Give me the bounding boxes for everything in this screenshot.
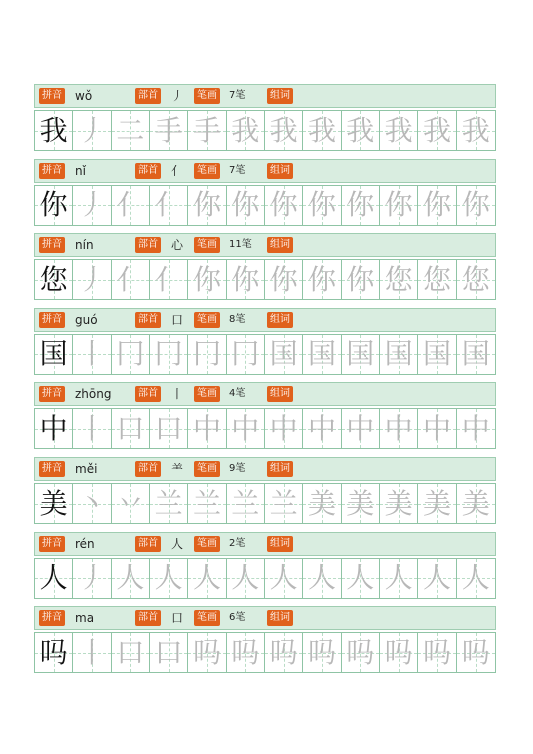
- trace-cell[interactable]: [73, 111, 111, 150]
- trace-cell[interactable]: [418, 260, 456, 299]
- trace-character: 你: [269, 262, 298, 296]
- trace-cell[interactable]: [227, 186, 265, 225]
- trace-character: 兰: [154, 486, 183, 520]
- trace-character: 你: [422, 188, 451, 222]
- trace-character: 中: [422, 411, 451, 445]
- trace-character: 你: [231, 188, 260, 222]
- trace-cell[interactable]: [418, 484, 456, 523]
- trace-cell[interactable]: [418, 335, 456, 374]
- trace-cell[interactable]: [150, 335, 188, 374]
- writing-grid: [34, 483, 496, 524]
- trace-character: 美: [422, 486, 451, 520]
- trace-character: 国: [461, 337, 490, 371]
- writing-grid: [34, 408, 496, 449]
- trace-cell[interactable]: [342, 633, 380, 672]
- trace-cell[interactable]: [112, 409, 150, 448]
- writing-grid: [34, 259, 496, 300]
- trace-cell[interactable]: [418, 111, 456, 150]
- model-character: 国: [39, 337, 68, 371]
- trace-character: 冂: [192, 337, 221, 371]
- trace-cell[interactable]: [303, 186, 341, 225]
- trace-character: 你: [269, 188, 298, 222]
- writing-grid: [34, 334, 496, 375]
- trace-cell[interactable]: [150, 409, 188, 448]
- strokes-tag: 笔画: [194, 386, 220, 402]
- trace-cell[interactable]: [265, 409, 303, 448]
- trace-cell[interactable]: [73, 559, 111, 598]
- strokes-value: 11笔: [229, 239, 252, 251]
- trace-character: 二: [116, 113, 145, 147]
- trace-cell[interactable]: [303, 260, 341, 299]
- trace-character: 亻: [154, 188, 183, 222]
- model-character: 我: [39, 113, 68, 147]
- trace-cell[interactable]: [227, 335, 265, 374]
- trace-cell[interactable]: [73, 335, 111, 374]
- trace-cell[interactable]: [150, 484, 188, 523]
- pinyin-value: nín: [75, 238, 94, 253]
- trace-character: 兰: [231, 486, 260, 520]
- model-cell[interactable]: [35, 633, 73, 672]
- trace-character: 你: [192, 188, 221, 222]
- pinyin-value: wǒ: [75, 89, 93, 103]
- trace-cell[interactable]: [303, 633, 341, 672]
- trace-character: 人: [346, 561, 375, 595]
- trace-character: 手: [192, 113, 221, 147]
- writing-grid: [34, 558, 496, 599]
- trace-cell[interactable]: [380, 111, 418, 150]
- pinyin-tag: 拼音: [39, 88, 65, 104]
- pinyin-value: guó: [75, 312, 98, 327]
- model-character: 你: [39, 188, 68, 222]
- trace-cell[interactable]: [342, 335, 380, 374]
- char-row: [34, 233, 496, 300]
- trace-character: 冂: [154, 337, 183, 371]
- trace-cell[interactable]: [188, 559, 226, 598]
- trace-character: 你: [384, 188, 413, 222]
- trace-cell[interactable]: [112, 186, 150, 225]
- trace-cell[interactable]: [380, 335, 418, 374]
- pinyin-value: měi: [75, 462, 98, 476]
- trace-character: 您: [422, 262, 451, 296]
- trace-character: 美: [461, 486, 490, 520]
- model-character: 美: [39, 486, 68, 520]
- trace-cell[interactable]: [303, 409, 341, 448]
- pinyin-value: nǐ: [75, 163, 86, 178]
- model-cell[interactable]: [35, 484, 73, 523]
- model-cell[interactable]: [35, 559, 73, 598]
- trace-cell[interactable]: [73, 409, 111, 448]
- trace-cell[interactable]: [112, 260, 150, 299]
- trace-character: 人: [384, 561, 413, 595]
- trace-character: 我: [231, 113, 260, 147]
- writing-grid: [34, 632, 496, 673]
- words-tag: 组词: [267, 163, 293, 179]
- trace-cell[interactable]: [418, 559, 456, 598]
- trace-cell[interactable]: [73, 484, 111, 523]
- pinyin-value: rén: [75, 536, 95, 551]
- trace-character: 丿: [77, 561, 106, 595]
- trace-cell[interactable]: [150, 260, 188, 299]
- pinyin-tag: 拼音: [39, 610, 65, 626]
- char-row: [34, 84, 496, 151]
- pinyin-tag: 拼音: [39, 163, 65, 179]
- trace-character: 吗: [269, 635, 298, 669]
- words-tag: 组词: [267, 237, 293, 253]
- strokes-value: 7笔: [229, 164, 246, 176]
- words-tag: 组词: [267, 610, 293, 626]
- row-header: [34, 233, 496, 257]
- trace-cell[interactable]: [342, 409, 380, 448]
- row-header: [34, 159, 496, 183]
- strokes-value: 6笔: [229, 612, 246, 624]
- trace-character: 丨: [77, 411, 106, 445]
- trace-cell[interactable]: [188, 484, 226, 523]
- trace-character: 我: [384, 113, 413, 147]
- trace-character: 你: [346, 262, 375, 296]
- trace-cell[interactable]: [303, 484, 341, 523]
- trace-character: 口: [116, 635, 145, 669]
- row-header: [34, 606, 496, 630]
- pinyin-value: ma: [75, 611, 95, 626]
- trace-cell[interactable]: [418, 633, 456, 672]
- trace-character: 丿: [77, 262, 106, 296]
- trace-character: 国: [384, 337, 413, 371]
- trace-cell[interactable]: [150, 633, 188, 672]
- strokes-tag: 笔画: [194, 237, 220, 253]
- trace-character: 人: [461, 561, 490, 595]
- trace-character: 人: [192, 561, 221, 595]
- radical-tag: 部首: [135, 237, 161, 253]
- radical-value: 口: [171, 611, 184, 626]
- trace-character: 我: [422, 113, 451, 147]
- words-tag: 组词: [267, 88, 293, 104]
- trace-character: 中: [269, 411, 298, 445]
- writing-grid: [34, 185, 496, 226]
- radical-value: 亻: [171, 163, 184, 178]
- trace-cell[interactable]: [265, 559, 303, 598]
- trace-character: 中: [231, 411, 260, 445]
- model-character: 中: [39, 411, 68, 445]
- words-tag: 组词: [267, 312, 293, 328]
- writing-grid: [34, 110, 496, 151]
- trace-cell[interactable]: [380, 260, 418, 299]
- trace-cell[interactable]: [73, 260, 111, 299]
- radical-value: ⺷: [171, 462, 184, 476]
- trace-character: 吗: [461, 635, 490, 669]
- trace-cell[interactable]: [342, 484, 380, 523]
- row-header: [34, 84, 496, 108]
- trace-cell[interactable]: [342, 111, 380, 150]
- radical-value: 口: [171, 312, 184, 327]
- trace-cell[interactable]: [227, 559, 265, 598]
- trace-character: 人: [269, 561, 298, 595]
- trace-character: 口: [154, 635, 183, 669]
- trace-cell[interactable]: [265, 260, 303, 299]
- trace-cell[interactable]: [227, 111, 265, 150]
- trace-character: 丨: [77, 337, 106, 371]
- trace-cell[interactable]: [380, 633, 418, 672]
- trace-character: 你: [346, 188, 375, 222]
- trace-cell[interactable]: [188, 111, 226, 150]
- strokes-value: 8笔: [229, 313, 246, 325]
- trace-cell[interactable]: [457, 186, 495, 225]
- row-header: [34, 532, 496, 556]
- trace-cell[interactable]: [227, 484, 265, 523]
- strokes-tag: 笔画: [194, 536, 220, 552]
- trace-character: 吗: [384, 635, 413, 669]
- trace-character: 丿: [77, 188, 106, 222]
- trace-cell[interactable]: [418, 409, 456, 448]
- radical-value: 心: [171, 238, 184, 253]
- trace-character: 您: [384, 262, 413, 296]
- trace-cell[interactable]: [227, 260, 265, 299]
- radical-tag: 部首: [135, 386, 161, 402]
- trace-cell[interactable]: [457, 484, 495, 523]
- trace-cell[interactable]: [112, 111, 150, 150]
- row-header: [34, 457, 496, 481]
- trace-character: 兰: [269, 486, 298, 520]
- trace-character: 美: [307, 486, 336, 520]
- trace-cell[interactable]: [112, 633, 150, 672]
- words-tag: 组词: [267, 386, 293, 402]
- trace-character: 人: [154, 561, 183, 595]
- trace-character: 冂: [116, 337, 145, 371]
- trace-character: 丶: [77, 486, 106, 520]
- trace-character: 吗: [346, 635, 375, 669]
- trace-cell[interactable]: [265, 186, 303, 225]
- trace-character: 丨: [77, 635, 106, 669]
- radical-tag: 部首: [135, 536, 161, 552]
- trace-character: 您: [461, 262, 490, 296]
- trace-cell[interactable]: [265, 335, 303, 374]
- trace-cell[interactable]: [188, 260, 226, 299]
- char-row: [34, 159, 496, 226]
- trace-character: 我: [307, 113, 336, 147]
- char-row: [34, 532, 496, 599]
- pinyin-tag: 拼音: [39, 461, 65, 477]
- trace-character: 中: [307, 411, 336, 445]
- trace-character: 吗: [231, 635, 260, 669]
- radical-tag: 部首: [135, 163, 161, 179]
- trace-character: 美: [384, 486, 413, 520]
- trace-cell[interactable]: [227, 633, 265, 672]
- trace-character: 口: [116, 411, 145, 445]
- row-header: [34, 382, 496, 406]
- trace-cell[interactable]: [303, 111, 341, 150]
- char-row: [34, 308, 496, 375]
- trace-character: 你: [307, 262, 336, 296]
- trace-character: 亻: [116, 262, 145, 296]
- trace-character: 吗: [307, 635, 336, 669]
- model-cell[interactable]: [35, 335, 73, 374]
- trace-cell[interactable]: [112, 335, 150, 374]
- trace-cell[interactable]: [150, 559, 188, 598]
- trace-character: 人: [116, 561, 145, 595]
- trace-character: 人: [231, 561, 260, 595]
- pinyin-tag: 拼音: [39, 536, 65, 552]
- radical-tag: 部首: [135, 461, 161, 477]
- trace-cell[interactable]: [457, 633, 495, 672]
- trace-character: 你: [231, 262, 260, 296]
- trace-cell[interactable]: [457, 260, 495, 299]
- trace-cell[interactable]: [342, 260, 380, 299]
- trace-cell[interactable]: [188, 335, 226, 374]
- radical-tag: 部首: [135, 88, 161, 104]
- trace-character: 人: [422, 561, 451, 595]
- trace-cell[interactable]: [265, 111, 303, 150]
- model-character: 人: [39, 561, 68, 595]
- strokes-tag: 笔画: [194, 163, 220, 179]
- trace-character: 你: [461, 188, 490, 222]
- trace-cell[interactable]: [457, 335, 495, 374]
- strokes-tag: 笔画: [194, 312, 220, 328]
- radical-value: 人: [171, 536, 184, 551]
- trace-cell[interactable]: [380, 186, 418, 225]
- trace-cell[interactable]: [227, 409, 265, 448]
- model-character: 您: [39, 262, 68, 296]
- radical-tag: 部首: [135, 312, 161, 328]
- radical-value: 丿: [171, 89, 184, 103]
- trace-character: 美: [346, 486, 375, 520]
- model-cell[interactable]: [35, 186, 73, 225]
- trace-character: 吗: [422, 635, 451, 669]
- trace-character: 亻: [154, 262, 183, 296]
- strokes-tag: 笔画: [194, 610, 220, 626]
- trace-character: 国: [269, 337, 298, 371]
- trace-cell[interactable]: [380, 559, 418, 598]
- trace-cell[interactable]: [150, 186, 188, 225]
- strokes-tag: 笔画: [194, 88, 220, 104]
- trace-character: 冂: [231, 337, 260, 371]
- trace-cell[interactable]: [303, 335, 341, 374]
- char-row: [34, 606, 496, 673]
- row-header: [34, 308, 496, 332]
- trace-character: 吗: [192, 635, 221, 669]
- trace-cell[interactable]: [188, 186, 226, 225]
- pinyin-tag: 拼音: [39, 312, 65, 328]
- trace-character: 兰: [192, 486, 221, 520]
- trace-character: 国: [346, 337, 375, 371]
- model-cell[interactable]: [35, 260, 73, 299]
- char-row: [34, 382, 496, 449]
- trace-character: 丿: [77, 113, 106, 147]
- trace-cell[interactable]: [112, 484, 150, 523]
- trace-character: 你: [192, 262, 221, 296]
- trace-cell[interactable]: [342, 186, 380, 225]
- trace-cell[interactable]: [303, 559, 341, 598]
- model-cell[interactable]: [35, 409, 73, 448]
- trace-cell[interactable]: [380, 409, 418, 448]
- char-row: [34, 457, 496, 524]
- radical-value: 丨: [171, 387, 184, 402]
- radical-tag: 部首: [135, 610, 161, 626]
- trace-cell[interactable]: [73, 186, 111, 225]
- trace-character: 中: [384, 411, 413, 445]
- model-character: 吗: [39, 635, 68, 669]
- trace-character: 口: [154, 411, 183, 445]
- trace-character: 人: [307, 561, 336, 595]
- trace-cell[interactable]: [457, 559, 495, 598]
- trace-cell[interactable]: [418, 186, 456, 225]
- trace-cell[interactable]: [188, 409, 226, 448]
- pinyin-tag: 拼音: [39, 386, 65, 402]
- trace-character: 我: [269, 113, 298, 147]
- words-tag: 组词: [267, 536, 293, 552]
- trace-character: 国: [422, 337, 451, 371]
- trace-character: 中: [346, 411, 375, 445]
- trace-cell[interactable]: [265, 484, 303, 523]
- trace-cell[interactable]: [342, 559, 380, 598]
- trace-character: 丷: [116, 486, 145, 520]
- trace-character: 手: [154, 113, 183, 147]
- trace-cell[interactable]: [150, 111, 188, 150]
- trace-cell[interactable]: [188, 633, 226, 672]
- trace-character: 中: [192, 411, 221, 445]
- strokes-value: 7笔: [229, 90, 246, 101]
- trace-cell[interactable]: [73, 633, 111, 672]
- strokes-value: 2笔: [229, 537, 246, 549]
- trace-character: 亻: [116, 188, 145, 222]
- strokes-value: 9笔: [229, 463, 246, 474]
- trace-cell[interactable]: [457, 409, 495, 448]
- strokes-tag: 笔画: [194, 461, 220, 477]
- model-cell[interactable]: [35, 111, 73, 150]
- trace-character: 我: [346, 113, 375, 147]
- trace-cell[interactable]: [112, 559, 150, 598]
- trace-character: 中: [461, 411, 490, 445]
- trace-cell[interactable]: [457, 111, 495, 150]
- strokes-value: 4笔: [229, 388, 246, 400]
- pinyin-tag: 拼音: [39, 237, 65, 253]
- words-tag: 组词: [267, 461, 293, 477]
- trace-character: 我: [461, 113, 490, 147]
- pinyin-value: zhōng: [75, 387, 112, 402]
- trace-cell[interactable]: [265, 633, 303, 672]
- trace-cell[interactable]: [380, 484, 418, 523]
- trace-character: 你: [307, 188, 336, 222]
- trace-character: 国: [307, 337, 336, 371]
